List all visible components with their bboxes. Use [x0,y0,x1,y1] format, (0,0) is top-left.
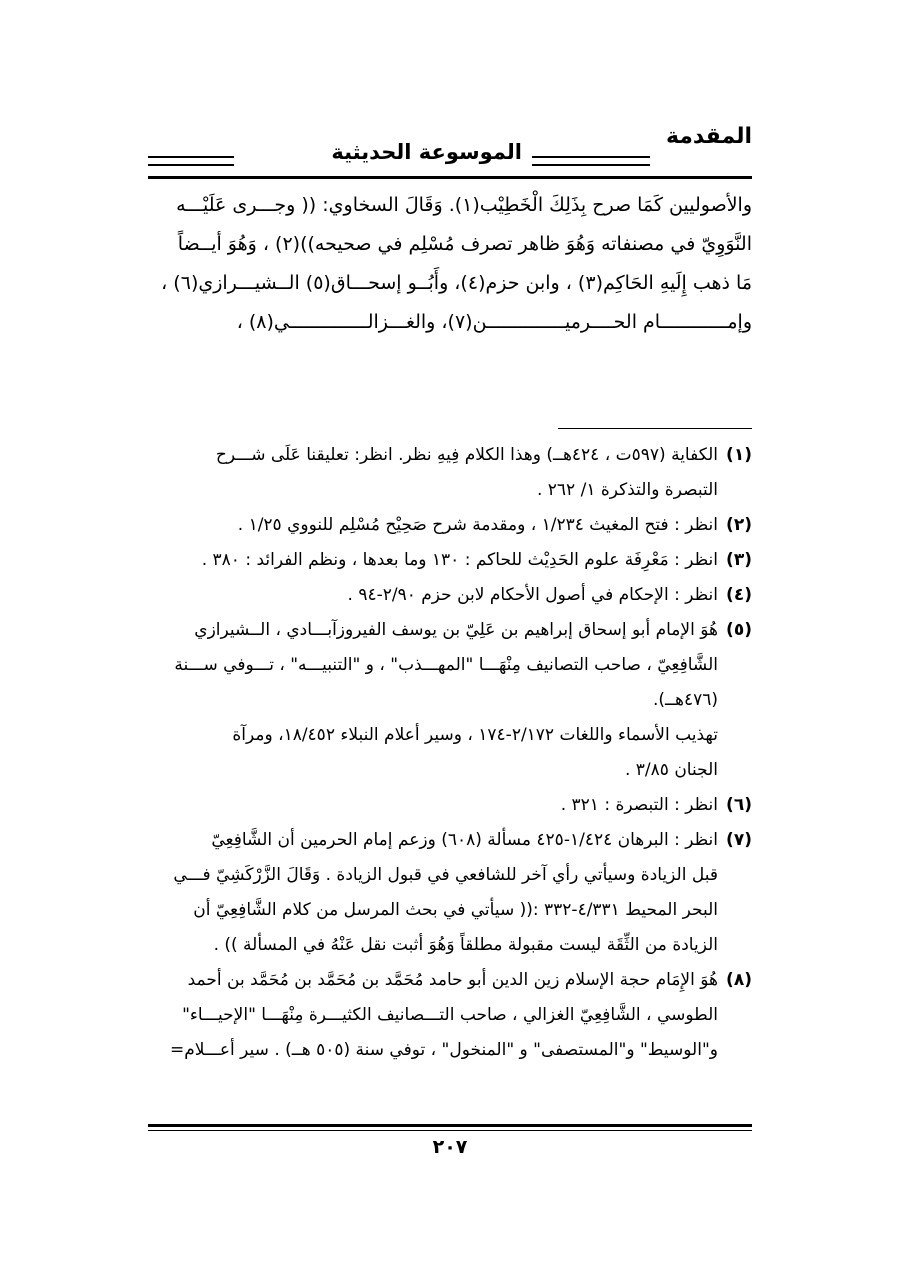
footnote-number: (٤) [726,585,752,605]
footnote-3 [148,543,752,578]
footnote-line: الزيادة من الثِّقَة ليست مقبولة مطلقاً وَهُوَ أثبت نقل عَنْهُ في المسألة )) . [213,935,718,955]
footnote-number: (٧) [726,830,752,850]
book-title: الموسوعة الحديثية [331,140,522,164]
footnote-line: انظر : مَعْرِفَة علوم الحَدِيْث للحاكم : ١٣٠ وما بعدها ، ونظم الفرائد : ٣٨٠ . [201,550,718,570]
footer-divider-thin [148,1130,752,1131]
footnote-7 [148,823,752,963]
body-line: والأصوليين كَمَا صرح بِذَلِكَ الْخَطِيْب(١). وَقَالَ السخاوي: (( وجـــرى عَلَيْـــه [176,194,752,216]
footnotes [148,438,752,1068]
footnote-number: (٣) [726,550,752,570]
footnote-number: (٢) [726,515,752,535]
footnote-1 [148,438,752,508]
header-ornament-rule [532,156,650,166]
footnote-line: و"الوسيط" و"المستصفى" و "المنخول" ، توفي سنة (٥٠٥ هــ) . سير أعـــلام= [170,1040,718,1060]
footnote-number: (١) [726,445,752,465]
main-text [148,186,752,342]
footnote-number: (٨) [726,970,752,990]
footnote-line: البحر المحيط ٤/٣٣١-٣٣٢ :(( سيأتي في بحث المرسل من كلام الشَّافِعِيّ أن [193,900,718,920]
footnote-continuation-line: الجنان ٣/٨٥ . [624,760,718,780]
footnote-line: قبل الزيادة وسيأتي رأي آخر للشافعي في قبول الزيادة . وَقَالَ الزَّرْكَشِيّ فـــي [173,865,718,885]
header-divider [148,176,752,179]
footnote-line: الشَّافِعِيّ ، صاحب التصانيف مِنْهَـــا "المهـــذب" ، و "التنبيـــه" ، تـــوفي ســـنة [174,655,718,675]
footnote-line: هُوَ الإِمَام حجة الإسلام زين الدين أبو حامد مُحَمَّد بن مُحَمَّد بن مُحَمَّد بن أحمد [187,970,718,990]
footnote-line: (٤٧٦هــ). [652,690,718,710]
footnote-line: انظر : الإحكام في أصول الأحكام لابن حزم ٢/٩٠-٩٤ . [347,585,718,605]
chapter-title: المقدمة [665,124,752,149]
footnote-4 [148,578,752,613]
footnote-line: هُوَ الإمام أبو إسحاق إبراهيم بن عَلِيّ بن يوسف الفيروزآبـــادي ، الــشيرازي [194,620,718,640]
footnote-line: الكفاية (٥٩٧ت ، ٤٢٤هــ) وهذا الكلام فِيهِ نظر. انظر: تعليقنا عَلَى شـــرح [215,445,718,465]
footnote-number: (٦) [726,795,752,815]
footnote-line: الطوسي ، الشَّافِعِيّ الغزالي ، صاحب التـــصانيف الكثيـــرة مِنْهَـــا "الإحيـــاء" [182,1005,718,1025]
footer-divider-thick [148,1124,752,1127]
footnote-separator [558,428,752,429]
footnote-line: انظر : فتح المغيث ١/٢٣٤ ، ومقدمة شرح صَحِيْح مُسْلِم للنووي ١/٢٥ . [237,515,718,535]
body-line: وإمــــــــــــام الحــــرميــــــــــــــن(٧)، والغـــزالــــــــــــــي(٨) ، [236,311,752,333]
footnote-5 [148,613,752,718]
footnote-line: التبصرة والتذكرة ١/ ٢٦٢ . [536,480,718,500]
footnote-line: انظر : التبصرة : ٣٢١ . [560,795,718,815]
body-line: النَّوَوِيّ في مصنفاته وَهُوَ ظاهر تصرف مُسْلِم في صحيحه))(٢) ، وَهُوَ أيــضاً [177,233,752,255]
body-line: مَا ذهب إِلَيهِ الحَاكِم(٣) ، وابن حزم(٤)، وأَبُــو إسحـــاق(٥) الــشيـــرازي(٦) ، [161,272,752,294]
footnote-8 [148,963,752,1068]
footnote-line: انظر : البرهان ١/٤٢٤-٤٢٥ مسألة (٦٠٨) وزعم إمام الحرمين أن الشَّافِعِيّ [211,830,718,850]
footnote-continuation-line: تهذيب الأسماء واللغات ٢/١٧٢-١٧٤ ، وسير أعلام النبلاء ١٨/٤٥٢، ومرآة [232,725,718,745]
page-number: ٢٠٧ [432,1136,468,1158]
footnote-number: (٥) [726,620,752,640]
footnote-2 [148,508,752,543]
page-header [148,118,752,178]
footnote-6 [148,788,752,823]
header-ornament-rule-left [148,156,234,166]
